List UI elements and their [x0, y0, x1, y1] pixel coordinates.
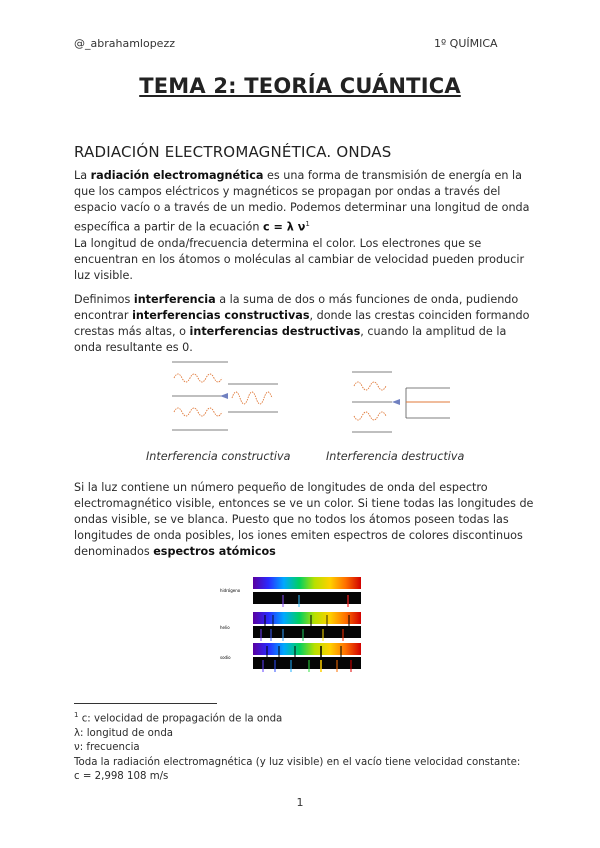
helium-emission-spectrum: [253, 626, 361, 638]
section-title: RADIACIÓN ELECTROMAGNÉTICA. ONDAS: [74, 143, 392, 161]
text: La: [74, 169, 91, 182]
absorption-spectrum: [253, 612, 361, 624]
footnote-ref: 1: [305, 220, 310, 228]
footnote-line: c: velocidad de propagación de la onda: [78, 713, 283, 725]
bold-term: interferencias constructivas: [132, 309, 310, 322]
footnote-line: c = 2,998 108 m/s: [74, 771, 169, 783]
caption-constructive: Interferencia constructiva: [146, 450, 291, 463]
text: a la suma de dos o más funciones de onda, pudiendo encontrar: [74, 293, 519, 322]
atomic-spectra-figure: [220, 575, 365, 671]
footnotes: [74, 708, 520, 785]
bold-term: interferencias destructivas: [189, 325, 361, 338]
footnote-separator: [74, 703, 217, 704]
footnote-line: Toda la radiación electromagnética (y luz visible) en el vacío tiene velocidad constante:: [74, 756, 521, 768]
text: Definimos: [74, 293, 134, 306]
footnote-line: ν: frecuencia: [74, 742, 140, 754]
text: Si la luz contiene un número pequeño de longitudes de onda del espectro electromagnético visible, entonces se ve un color. Si tiene todas las longitudes de ondas visible, se ve blanca. Puesto que no todos los átomos poseen todas las longitudes de onda posibles, los iones emiten espectros de colores discontinuos denominados: [74, 481, 534, 558]
bold-term: interferencia: [133, 293, 216, 306]
bold-term: radiación electromagnética: [90, 169, 264, 182]
paragraph-radiation: [74, 168, 534, 284]
author-handle: @_abrahamlopezz: [74, 37, 175, 50]
text: La longitud de onda/frecuencia determina el color. Los electrones que se encuentran en los átomos o moléculas al cambiar de velocidad pueden producir luz visible.: [74, 236, 525, 282]
text: , cuando la amplitud de la onda resultante es 0.: [74, 325, 507, 354]
destructive-interference-figure: [350, 370, 460, 440]
spectrum-label-hydrogen: hidrógeno: [220, 588, 241, 593]
sodium-emission-spectrum: [253, 657, 361, 669]
page-number: 1: [296, 796, 304, 809]
course-label: 1º QUÍMICA: [434, 37, 498, 50]
caption-destructive: Interferencia destructiva: [326, 450, 465, 463]
footnote-line: λ: longitud de onda: [74, 727, 174, 739]
bold-term: espectros atómicos: [153, 545, 276, 558]
paragraph-interference: [74, 292, 534, 356]
arrow-icon: [220, 393, 228, 399]
text: , donde las crestas coinciden formando crestas más altas, o: [74, 309, 530, 338]
page-title: TEMA 2: TEORÍA CUÁNTICA: [139, 74, 461, 98]
paragraph-spectra: [74, 480, 534, 560]
text: es una forma de transmisión de energía en la que los campos eléctricos y magnéticos se propagan por ondas a través del espacio vacío o a través de un medio. Podemos determinar una longitud de onda específica a partir de la ecuación: [74, 169, 530, 234]
spectrum-label-helium: helio: [220, 625, 230, 630]
spectrum-label-sodium: sodio: [220, 655, 231, 660]
footnote-marker: 1: [74, 711, 79, 719]
sodium-absorption-spectrum: [253, 643, 361, 655]
arrow-icon: [392, 399, 400, 405]
hydrogen-emission-spectrum: [253, 592, 361, 604]
constructive-interference-figure: [170, 360, 280, 435]
equation: c = λ ν: [262, 220, 306, 234]
continuous-spectrum: [253, 577, 361, 589]
